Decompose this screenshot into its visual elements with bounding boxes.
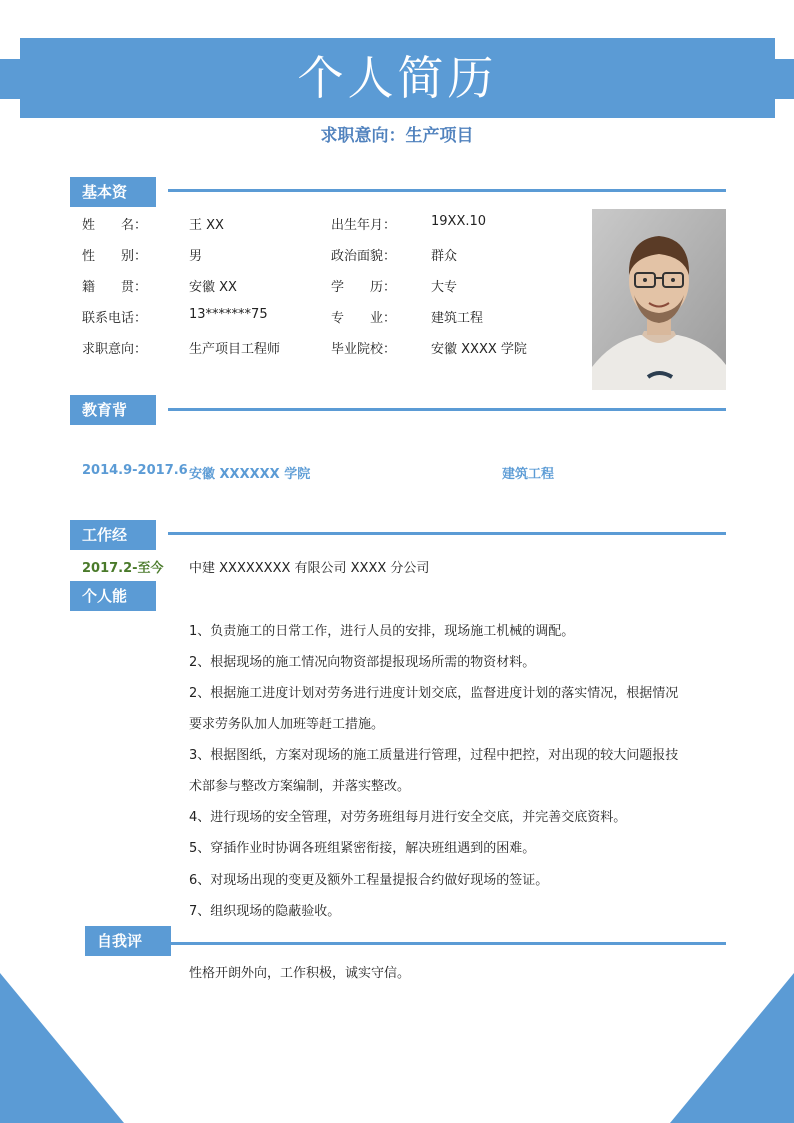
section-tag-basic: 基本资 — [70, 177, 156, 207]
skill-line: 3、根据图纸，方案对现场的施工质量进行管理，过程中把控，对出现的较大问题报技 — [189, 748, 679, 763]
label-major: 专 业： — [331, 311, 397, 326]
education-school: 安徽 XXXXXX 学院 — [189, 467, 311, 482]
label-phone: 联系电话： — [82, 311, 148, 326]
section-tag-self-eval: 自我评 — [85, 926, 171, 956]
corner-triangle-right — [670, 973, 794, 1123]
value-birth: 19XX.10 — [431, 214, 487, 229]
skill-line: 2、根据现场的施工情况向物资部提报现场所需的物资材料。 — [189, 655, 536, 670]
skill-line: 4、进行现场的安全管理，对劳务班组每月进行安全交底，并完善交底资料。 — [189, 810, 627, 825]
profile-photo — [592, 209, 726, 390]
value-phone: 13*******75 — [189, 307, 268, 322]
value-school: 安徽 XXXX 学院 — [431, 342, 527, 357]
value-major: 建筑工程 — [431, 311, 484, 326]
value-job-intention: 生产项目工程师 — [189, 342, 281, 357]
value-politics: 群众 — [431, 249, 458, 264]
work-company: 中建 XXXXXXXX 有限公司 XXXX 分公司 — [189, 561, 430, 576]
label-job-intention: 求职意向： — [82, 342, 148, 357]
section-rule-work — [168, 532, 726, 535]
skill-line: 2、根据施工进度计划对劳务进行进度计划交底，监督进度计划的落实情况，根据情况 — [189, 686, 679, 701]
job-intention-subtitle: 求职意向：生产项目 — [320, 126, 474, 146]
value-name: 王 XX — [189, 218, 224, 233]
skill-line: 5、穿插作业时协调各班组紧密衔接，解决班组遇到的困难。 — [189, 841, 536, 856]
skill-line: 要求劳务队加人加班等赶工措施。 — [189, 717, 385, 732]
corner-triangle-left — [0, 973, 124, 1123]
skill-line: 6、对现场出现的变更及额外工程量提报合约做好现场的签证。 — [189, 873, 549, 888]
label-hometown: 籍 贯： — [82, 280, 148, 295]
section-tag-work: 工作经 — [70, 520, 156, 550]
work-period: 2017.2-至今 — [82, 561, 164, 576]
label-politics: 政治面貌： — [331, 249, 397, 264]
value-degree: 大专 — [431, 280, 458, 295]
section-rule-self-eval — [168, 942, 726, 945]
label-name: 姓 名： — [82, 218, 148, 233]
label-school: 毕业院校： — [331, 342, 397, 357]
skill-line: 术部参与整改方案编制，并落实整改。 — [189, 779, 411, 794]
label-birth: 出生年月： — [331, 218, 397, 233]
section-tag-skills: 个人能 — [70, 581, 156, 611]
value-gender: 男 — [189, 249, 203, 264]
page-title: 个人简历 — [297, 51, 498, 105]
section-rule-basic — [168, 189, 726, 192]
section-rule-education — [168, 408, 726, 411]
label-gender: 性 别： — [82, 249, 148, 264]
section-tag-education: 教育背 — [70, 395, 156, 425]
self-eval-text: 性格开朗外向，工作积极，诚实守信。 — [189, 966, 411, 981]
skill-line: 7、组织现场的隐蔽验收。 — [189, 904, 341, 919]
label-degree: 学 历： — [331, 280, 397, 295]
value-hometown: 安徽 XX — [189, 280, 237, 295]
education-period: 2014.9-2017.6 — [82, 463, 188, 478]
skill-line: 1、负责施工的日常工作，进行人员的安排，现场施工机械的调配。 — [189, 624, 575, 639]
education-major: 建筑工程 — [502, 467, 555, 482]
